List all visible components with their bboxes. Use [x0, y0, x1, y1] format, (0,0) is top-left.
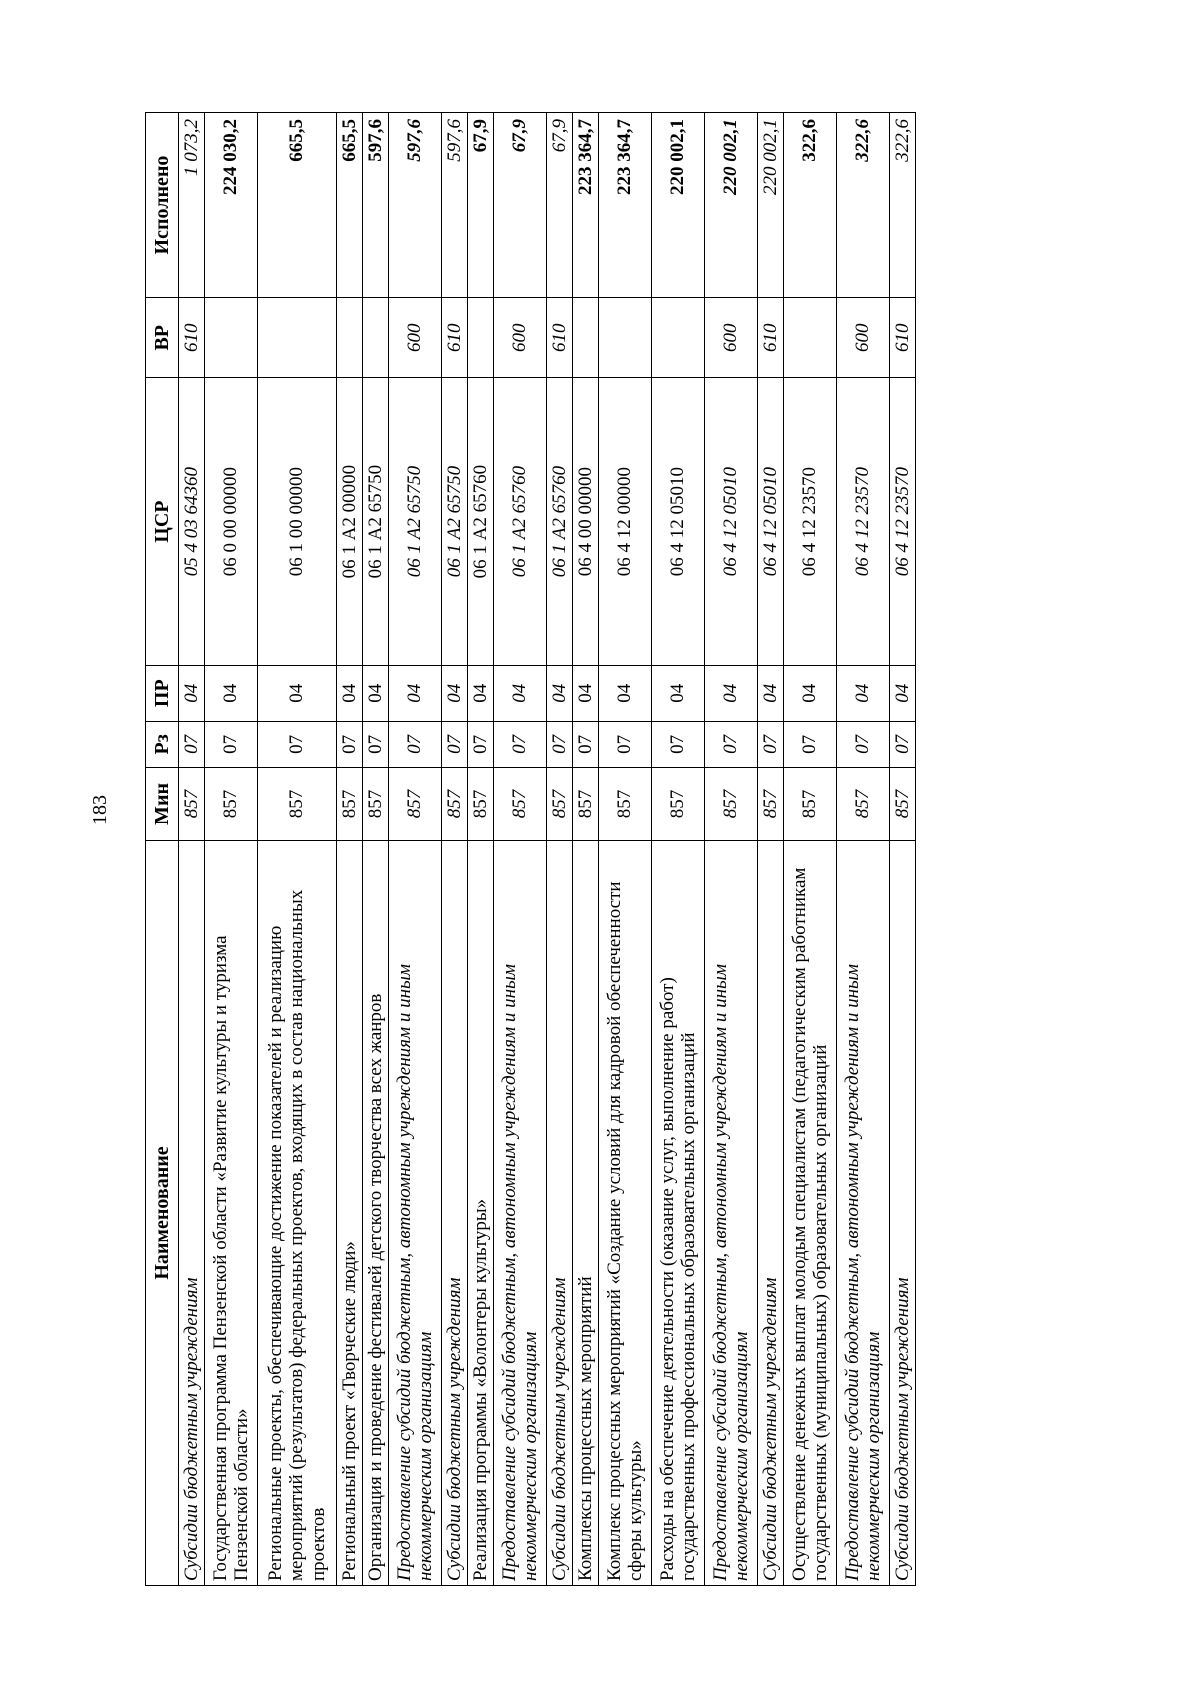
row-vr [599, 298, 652, 378]
table-row [468, 113, 494, 1586]
row-rz: 07 [468, 721, 494, 767]
row-vr: 610 [179, 298, 205, 378]
row-vr: 610 [890, 298, 916, 378]
table-row [890, 113, 916, 1586]
row-vr [363, 298, 389, 378]
table-row [205, 113, 258, 1586]
table-row [573, 113, 599, 1586]
row-sum: 67,9 [494, 113, 547, 298]
row-sum: 322,6 [890, 113, 916, 298]
row-rz: 07 [705, 721, 758, 767]
row-rz: 07 [494, 721, 547, 767]
table-row [547, 113, 573, 1586]
row-pr: 04 [494, 665, 547, 721]
row-pr: 04 [337, 665, 363, 721]
row-pr: 04 [573, 665, 599, 721]
table-row [258, 113, 337, 1586]
header-csr: ЦСР [146, 378, 179, 665]
row-csr: 06 4 12 23570 [784, 378, 837, 665]
row-vr: 600 [389, 298, 442, 378]
row-csr: 06 4 12 00000 [599, 378, 652, 665]
row-rz: 07 [258, 721, 337, 767]
row-rz: 07 [205, 721, 258, 767]
row-vr: 610 [758, 298, 784, 378]
row-min: 857 [890, 767, 916, 840]
row-csr: 06 4 12 05010 [652, 378, 705, 665]
row-pr: 04 [547, 665, 573, 721]
row-name: Субсидии бюджетным учреждениям [442, 840, 468, 1585]
table-row [652, 113, 705, 1586]
row-sum: 665,5 [337, 113, 363, 298]
row-sum: 220 002,1 [705, 113, 758, 298]
row-vr: 610 [547, 298, 573, 378]
row-vr [258, 298, 337, 378]
table-row [179, 113, 205, 1586]
row-sum: 322,6 [837, 113, 890, 298]
row-min: 857 [784, 767, 837, 840]
row-csr: 06 1 А2 65760 [494, 378, 547, 665]
row-min: 857 [179, 767, 205, 840]
row-sum: 224 030,2 [205, 113, 258, 298]
row-name: Предоставление субсидий бюджетным, автономным учреждениям и иным некоммерческим организациям [389, 840, 442, 1585]
row-min: 857 [205, 767, 258, 840]
row-sum: 220 002,1 [758, 113, 784, 298]
row-rz: 07 [837, 721, 890, 767]
row-rz: 07 [758, 721, 784, 767]
row-name: Расходы на обеспечение деятельности (оказание услуг, выполнение работ) государственных профессиональных образовательных организаций [652, 840, 705, 1585]
row-min: 857 [705, 767, 758, 840]
row-min: 857 [468, 767, 494, 840]
row-sum: 67,9 [468, 113, 494, 298]
row-min: 857 [599, 767, 652, 840]
row-sum: 597,6 [389, 113, 442, 298]
row-rz: 07 [573, 721, 599, 767]
row-sum: 223 364,7 [599, 113, 652, 298]
row-sum: 597,6 [442, 113, 468, 298]
row-pr: 04 [784, 665, 837, 721]
row-vr [784, 298, 837, 378]
row-csr: 06 1 А2 65750 [363, 378, 389, 665]
row-rz: 07 [337, 721, 363, 767]
row-pr: 04 [652, 665, 705, 721]
row-csr: 06 1 А2 00000 [337, 378, 363, 665]
table-row [389, 113, 442, 1586]
row-vr [205, 298, 258, 378]
row-name: Комплекс процессных мероприятий «Создание условий для кадровой обеспеченности сферы культуры» [599, 840, 652, 1585]
row-sum: 322,6 [784, 113, 837, 298]
row-name: Субсидии бюджетным учреждениям [890, 840, 916, 1585]
row-min: 857 [337, 767, 363, 840]
row-csr: 06 1 А2 65760 [547, 378, 573, 665]
row-name: Предоставление субсидий бюджетным, автономным учреждениям и иным некоммерческим организациям [837, 840, 890, 1585]
header-vr: ВР [146, 298, 179, 378]
row-csr: 06 4 12 23570 [890, 378, 916, 665]
row-min: 857 [652, 767, 705, 840]
row-pr: 04 [363, 665, 389, 721]
row-csr: 06 4 12 05010 [758, 378, 784, 665]
row-sum: 665,5 [258, 113, 337, 298]
row-min: 857 [573, 767, 599, 840]
header-min: Мин [146, 767, 179, 840]
row-pr: 04 [890, 665, 916, 721]
row-vr [573, 298, 599, 378]
row-name: Региональные проекты, обеспечивающие достижение показателей и реализацию мероприятий (результатов) федеральных проектов, входящих в состав национальных проектов [258, 840, 337, 1585]
row-csr: 06 1 00 00000 [258, 378, 337, 665]
row-rz: 07 [890, 721, 916, 767]
page-number: 183 [89, 795, 111, 825]
row-vr [652, 298, 705, 378]
row-rz: 07 [547, 721, 573, 767]
row-name: Региональный проект «Творческие люди» [337, 840, 363, 1585]
row-rz: 07 [179, 721, 205, 767]
budget-table [145, 112, 916, 1586]
row-name: Субсидии бюджетным учреждениям [758, 840, 784, 1585]
row-pr: 04 [758, 665, 784, 721]
budget-table-rotated [145, 112, 975, 1586]
row-pr: 04 [468, 665, 494, 721]
header-sum: Исполнено [146, 113, 179, 298]
row-pr: 04 [837, 665, 890, 721]
row-rz: 07 [389, 721, 442, 767]
row-vr: 600 [494, 298, 547, 378]
row-csr: 06 1 А2 65750 [389, 378, 442, 665]
row-vr [468, 298, 494, 378]
row-sum: 67,9 [547, 113, 573, 298]
table-row [494, 113, 547, 1586]
row-sum: 597,6 [363, 113, 389, 298]
table-row [784, 113, 837, 1586]
table-row [337, 113, 363, 1586]
row-pr: 04 [389, 665, 442, 721]
row-min: 857 [494, 767, 547, 840]
row-sum: 220 002,1 [652, 113, 705, 298]
row-csr: 06 0 00 00000 [205, 378, 258, 665]
row-name: Государственная программа Пензенской области «Развитие культуры и туризма Пензенской области» [205, 840, 258, 1585]
row-name: Реализация программы «Волонтеры культуры» [468, 840, 494, 1585]
table-row [705, 113, 758, 1586]
row-min: 857 [547, 767, 573, 840]
row-sum: 1 073,2 [179, 113, 205, 298]
row-pr: 04 [599, 665, 652, 721]
row-csr: 06 1 А2 65760 [468, 378, 494, 665]
row-name: Организация и проведение фестивалей детского творчества всех жанров [363, 840, 389, 1585]
row-csr: 05 4 03 64360 [179, 378, 205, 665]
row-csr: 06 4 12 05010 [705, 378, 758, 665]
row-min: 857 [837, 767, 890, 840]
row-name: Субсидии бюджетным учреждениям [179, 840, 205, 1585]
row-sum: 223 364,7 [573, 113, 599, 298]
row-min: 857 [442, 767, 468, 840]
row-vr: 600 [705, 298, 758, 378]
row-pr: 04 [442, 665, 468, 721]
row-rz: 07 [599, 721, 652, 767]
row-rz: 07 [442, 721, 468, 767]
table-row [363, 113, 389, 1586]
row-min: 857 [258, 767, 337, 840]
row-vr: 600 [837, 298, 890, 378]
header-rz: Рз [146, 721, 179, 767]
row-rz: 07 [363, 721, 389, 767]
row-rz: 07 [784, 721, 837, 767]
row-name: Субсидии бюджетным учреждениям [547, 840, 573, 1585]
row-min: 857 [363, 767, 389, 840]
row-name: Предоставление субсидий бюджетным, автономным учреждениям и иным некоммерческим организациям [494, 840, 547, 1585]
row-name: Предоставление субсидий бюджетным, автономным учреждениям и иным некоммерческим организациям [705, 840, 758, 1585]
row-pr: 04 [179, 665, 205, 721]
row-pr: 04 [205, 665, 258, 721]
row-csr: 06 4 12 23570 [837, 378, 890, 665]
table-row [758, 113, 784, 1586]
row-min: 857 [758, 767, 784, 840]
row-csr: 06 1 А2 65750 [442, 378, 468, 665]
header-name: Наименование [146, 840, 179, 1585]
table-row [599, 113, 652, 1586]
row-vr: 610 [442, 298, 468, 378]
row-name: Комплексы процессных мероприятий [573, 840, 599, 1585]
table-row [837, 113, 890, 1586]
row-rz: 07 [652, 721, 705, 767]
table-row [442, 113, 468, 1586]
row-pr: 04 [705, 665, 758, 721]
row-min: 857 [389, 767, 442, 840]
row-name: Осуществление денежных выплат молодым специалистам (педагогическим работникам государственных (муниципальных) образовательных организаций [784, 840, 837, 1585]
header-pr: ПР [146, 665, 179, 721]
table-header-row [146, 113, 179, 1586]
row-vr [337, 298, 363, 378]
row-pr: 04 [258, 665, 337, 721]
row-csr: 06 4 00 00000 [573, 378, 599, 665]
